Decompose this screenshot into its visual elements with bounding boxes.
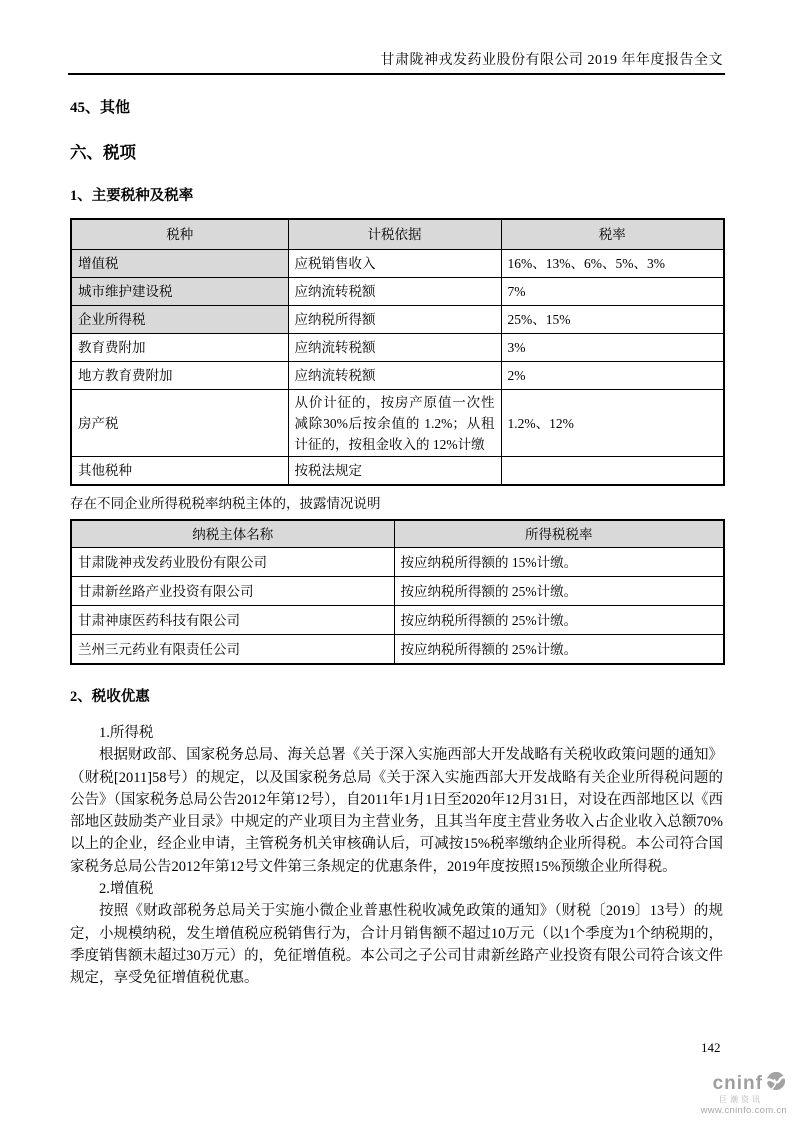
taxpayer-rate-table bbox=[70, 519, 725, 665]
table-row bbox=[71, 548, 724, 577]
column-header-entity-name: 纳税主体名称 bbox=[71, 520, 394, 548]
table-row bbox=[71, 390, 724, 457]
cninfo-brand-text: cninf bbox=[712, 1072, 763, 1094]
tax-type-cell: 增值税 bbox=[71, 250, 288, 278]
table-row bbox=[71, 635, 724, 665]
tax-rate-cell: 25%、15% bbox=[501, 306, 724, 334]
tax-basis-cell: 应纳流转税额 bbox=[288, 362, 501, 390]
vat-subtitle: 2.增值税 bbox=[99, 881, 154, 898]
subsection-tax-preference-title: 2、税收优惠 bbox=[70, 689, 150, 705]
tax-rate-cell: 16%、13%、6%、5%、3% bbox=[501, 250, 724, 278]
cninfo-logo bbox=[701, 1071, 787, 1116]
tax-basis-cell: 按税法规定 bbox=[288, 457, 501, 486]
disclosure-note: 存在不同企业所得税税率纳税主体的，披露情况说明 bbox=[70, 496, 381, 511]
entity-rate-cell: 按应纳税所得额的 25%计缴。 bbox=[394, 606, 724, 635]
cninfo-url: www.cninfo.com.cn bbox=[700, 1105, 787, 1116]
entity-rate-cell: 按应纳税所得额的 15%计缴。 bbox=[394, 548, 724, 577]
tax-basis-cell: 应纳流转税额 bbox=[288, 278, 501, 306]
table-row bbox=[71, 278, 724, 306]
income-tax-subtitle: 1.所得税 bbox=[99, 725, 154, 741]
table-row bbox=[71, 250, 724, 278]
tax-basis-cell: 应税销售收入 bbox=[288, 250, 501, 278]
entity-name-cell: 甘肃陇神戎发药业股份有限公司 bbox=[71, 548, 394, 577]
tax-type-cell: 教育费附加 bbox=[71, 334, 288, 362]
tax-basis-cell: 从价计征的，按房产原值一次性减除30%后按余值的 1.2%；从租计征的，按租金收入的 12%计缴 bbox=[288, 390, 501, 457]
tax-rate-cell: 2% bbox=[501, 362, 724, 390]
page-header-title: 甘肃陇神戎发药业股份有限公司 2019 年年度报告全文 bbox=[380, 53, 723, 68]
subsection-main-taxes-title: 1、主要税种及税率 bbox=[70, 188, 194, 204]
section-6-tax-title: 六、税项 bbox=[70, 143, 136, 162]
tax-type-cell: 房产税 bbox=[71, 390, 288, 457]
column-header-income-tax-rate: 所得税税率 bbox=[394, 520, 724, 548]
tax-rate-cell: 1.2%、12% bbox=[501, 390, 724, 457]
table-header-row bbox=[71, 520, 724, 548]
tax-type-cell: 其他税种 bbox=[71, 457, 288, 486]
tax-rate-cell: 7% bbox=[501, 278, 724, 306]
cninfo-brand-row bbox=[701, 1071, 787, 1095]
tax-type-cell: 地方教育费附加 bbox=[71, 362, 288, 390]
column-header-tax-type: 税种 bbox=[71, 219, 288, 250]
entity-name-cell: 甘肃新丝路产业投资有限公司 bbox=[71, 577, 394, 606]
entity-name-cell: 兰州三元药业有限责任公司 bbox=[71, 635, 394, 665]
column-header-tax-basis: 计税依据 bbox=[288, 219, 501, 250]
tax-rate-table bbox=[70, 218, 725, 486]
vat-paragraph: 按照《财政部税务总局关于实施小微企业普惠性税收减免政策的通知》（财税〔2019〕13号）的规定，小规模纳税，发生增值税应税销售行为，合计月销售额不超过10万元（以1个季度为1个纳税期的，季度销售额未超过30万元）的，免征增值税。本公司之子公司甘肃新丝路产业投资有限公司符合该文件规定，享受免征增值税优惠。 bbox=[70, 903, 723, 987]
cninfo-swirl-icon bbox=[765, 1071, 787, 1095]
tax-type-cell: 企业所得税 bbox=[71, 306, 288, 334]
table-row bbox=[71, 334, 724, 362]
tax-basis-cell: 应纳流转税额 bbox=[288, 334, 501, 362]
tax-preference-body bbox=[70, 722, 723, 990]
header-divider bbox=[68, 73, 725, 75]
tax-rate-cell bbox=[501, 457, 724, 486]
entity-rate-cell: 按应纳税所得额的 25%计缴。 bbox=[394, 577, 724, 606]
cninfo-chinese-name: 巨潮资讯 bbox=[719, 1095, 763, 1104]
table-row bbox=[71, 306, 724, 334]
section-45-other-title: 45、其他 bbox=[70, 100, 131, 116]
table-row bbox=[71, 577, 724, 606]
entity-rate-cell: 按应纳税所得额的 25%计缴。 bbox=[394, 635, 724, 665]
table-row bbox=[71, 457, 724, 486]
column-header-tax-rate: 税率 bbox=[501, 219, 724, 250]
entity-name-cell: 甘肃神康医药科技有限公司 bbox=[71, 606, 394, 635]
tax-basis-cell: 应纳税所得额 bbox=[288, 306, 501, 334]
tax-rate-cell: 3% bbox=[501, 334, 724, 362]
table-row bbox=[71, 362, 724, 390]
table-header-row bbox=[71, 219, 724, 250]
tax-type-cell: 城市维护建设税 bbox=[71, 278, 288, 306]
page-content bbox=[70, 218, 723, 990]
table-row bbox=[71, 606, 724, 635]
income-tax-paragraph: 根据财政部、国家税务总局、海关总署《关于深入实施西部大开发战略有关税收政策问题的通知》（财税[2011]58号）的规定，以及国家税务总局《关于深入实施西部大开发战略有关企业所得税问题的公告》（国家税务总局公告2012年第12号），自2011年1月1日至2020年12月31日，对设在西部地区以《西部地区鼓励类产业目录》中规定的产业项目为主营业务，且其当年度主营业务收入占企业收入总额70%以上的企业，经企业申请，主管税务机关审核确认后，可减按15%税率缴纳企业所得税。本公司符合国家税务总局公告2012年第12号文件第三条规定的优惠条件，2019年度按照15%预缴企业所得税。 bbox=[70, 747, 723, 875]
page-number: 142 bbox=[701, 1040, 721, 1055]
